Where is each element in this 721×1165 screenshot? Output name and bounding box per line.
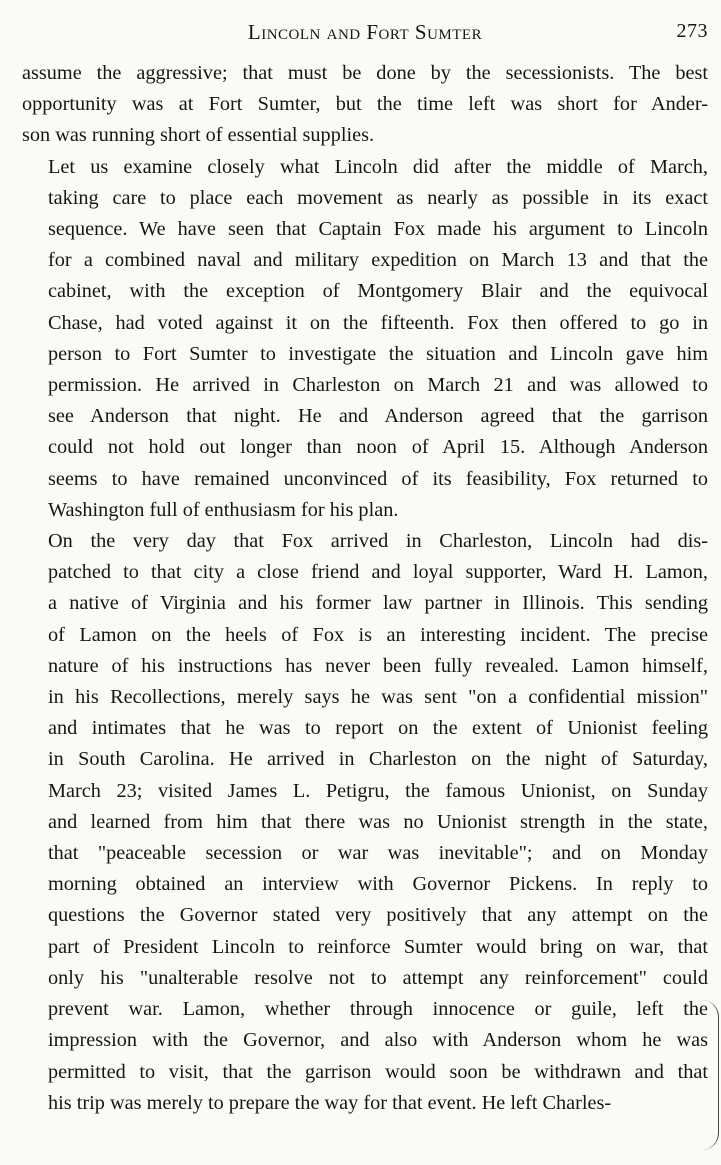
text-line: March 23; visited James L. Petigru, the famous Unionist, on Sunday [48, 779, 708, 802]
text-line: Chase, had voted against it on the fifteenth. Fox then offered to go in [48, 311, 708, 334]
running-header [22, 14, 708, 58]
text-line: Washington full of enthusiasm for his plan. [48, 498, 399, 521]
text-line: permitted to visit, that the garrison would soon be withdrawn and that [48, 1060, 708, 1083]
text-line: in South Carolina. He arrived in Charleston on the night of Saturday, [48, 748, 708, 771]
text-line: and learned from him that there was no Unionist strength in the state, [48, 810, 708, 833]
text-line: son was running short of essential supplies. [22, 124, 375, 147]
text-line: On the very day that Fox arrived in Charleston, Lincoln had dis- [48, 530, 708, 553]
text-line: of Lamon on the heels of Fox is an interesting incident. The precise [48, 623, 708, 646]
text-line: seems to have remained unconvinced of its feasibility, Fox returned to [48, 467, 708, 490]
running-title: Lincoln and Fort Sumter [247, 20, 483, 44]
text-line: questions the Governor stated very positively that any attempt on the [48, 904, 708, 927]
text-line: Let us examine closely what Lincoln did after the middle of March, [48, 155, 708, 178]
text-line: only his "unalterable resolve not to attempt any reinforcement" could [48, 966, 708, 989]
text-line: a native of Virginia and his former law partner in Illinois. This sending [48, 592, 708, 615]
text-line: impression with the Governor, and also with Anderson whom he was [48, 1029, 708, 1052]
text-line: that "peaceable secession or war was inevitable"; and on Monday [48, 842, 708, 865]
text-line: for a combined naval and military expedition on March 13 and that the [48, 249, 708, 272]
margin-bracket-mark [702, 1000, 719, 1150]
text-line: in his Recollections, merely says he was sent "on a confidential mission" [48, 686, 708, 709]
text-line: sequence. We have seen that Captain Fox made his argument to Lincoln [48, 218, 708, 241]
text-line: see Anderson that night. He and Anderson agreed that the garrison [48, 405, 708, 428]
text-line: person to Fort Sumter to investigate the situation and Lincoln gave him [48, 342, 708, 365]
text-line: opportunity was at Fort Sumter, but the time left was short for Ander- [22, 93, 708, 116]
text-line: patched to that city a close friend and loyal supporter, Ward H. Lamon, [48, 561, 708, 584]
text-line: could not hold out longer than noon of April 15. Although Anderson [48, 436, 708, 459]
paragraph [22, 526, 708, 1119]
paragraph [22, 58, 708, 152]
body-text [22, 58, 708, 1119]
text-line: part of President Lincoln to reinforce Sumter would bring on war, that [48, 935, 708, 958]
text-line: permission. He arrived in Charleston on March 21 and was allowed to [48, 374, 708, 397]
text-line: taking care to place each movement as nearly as possible in its exact [48, 186, 708, 209]
text-line: nature of his instructions has never been fully revealed. Lamon himself, [48, 654, 708, 677]
book-page [22, 14, 708, 1119]
text-line: cabinet, with the exception of Montgomery Blair and the equivocal [48, 280, 708, 303]
text-line: assume the aggressive; that must be done by the secessionists. The best [22, 62, 708, 84]
page-number: 273 [676, 20, 708, 42]
paragraph [22, 152, 708, 526]
text-line: morning obtained an interview with Governor Pickens. In reply to [48, 873, 708, 896]
text-line: and intimates that he was to report on the extent of Unionist feeling [48, 717, 708, 740]
text-line: prevent war. Lamon, whether through innocence or guile, left the [48, 998, 708, 1021]
text-line: his trip was merely to prepare the way for that event. He left Charles- [48, 1091, 612, 1114]
